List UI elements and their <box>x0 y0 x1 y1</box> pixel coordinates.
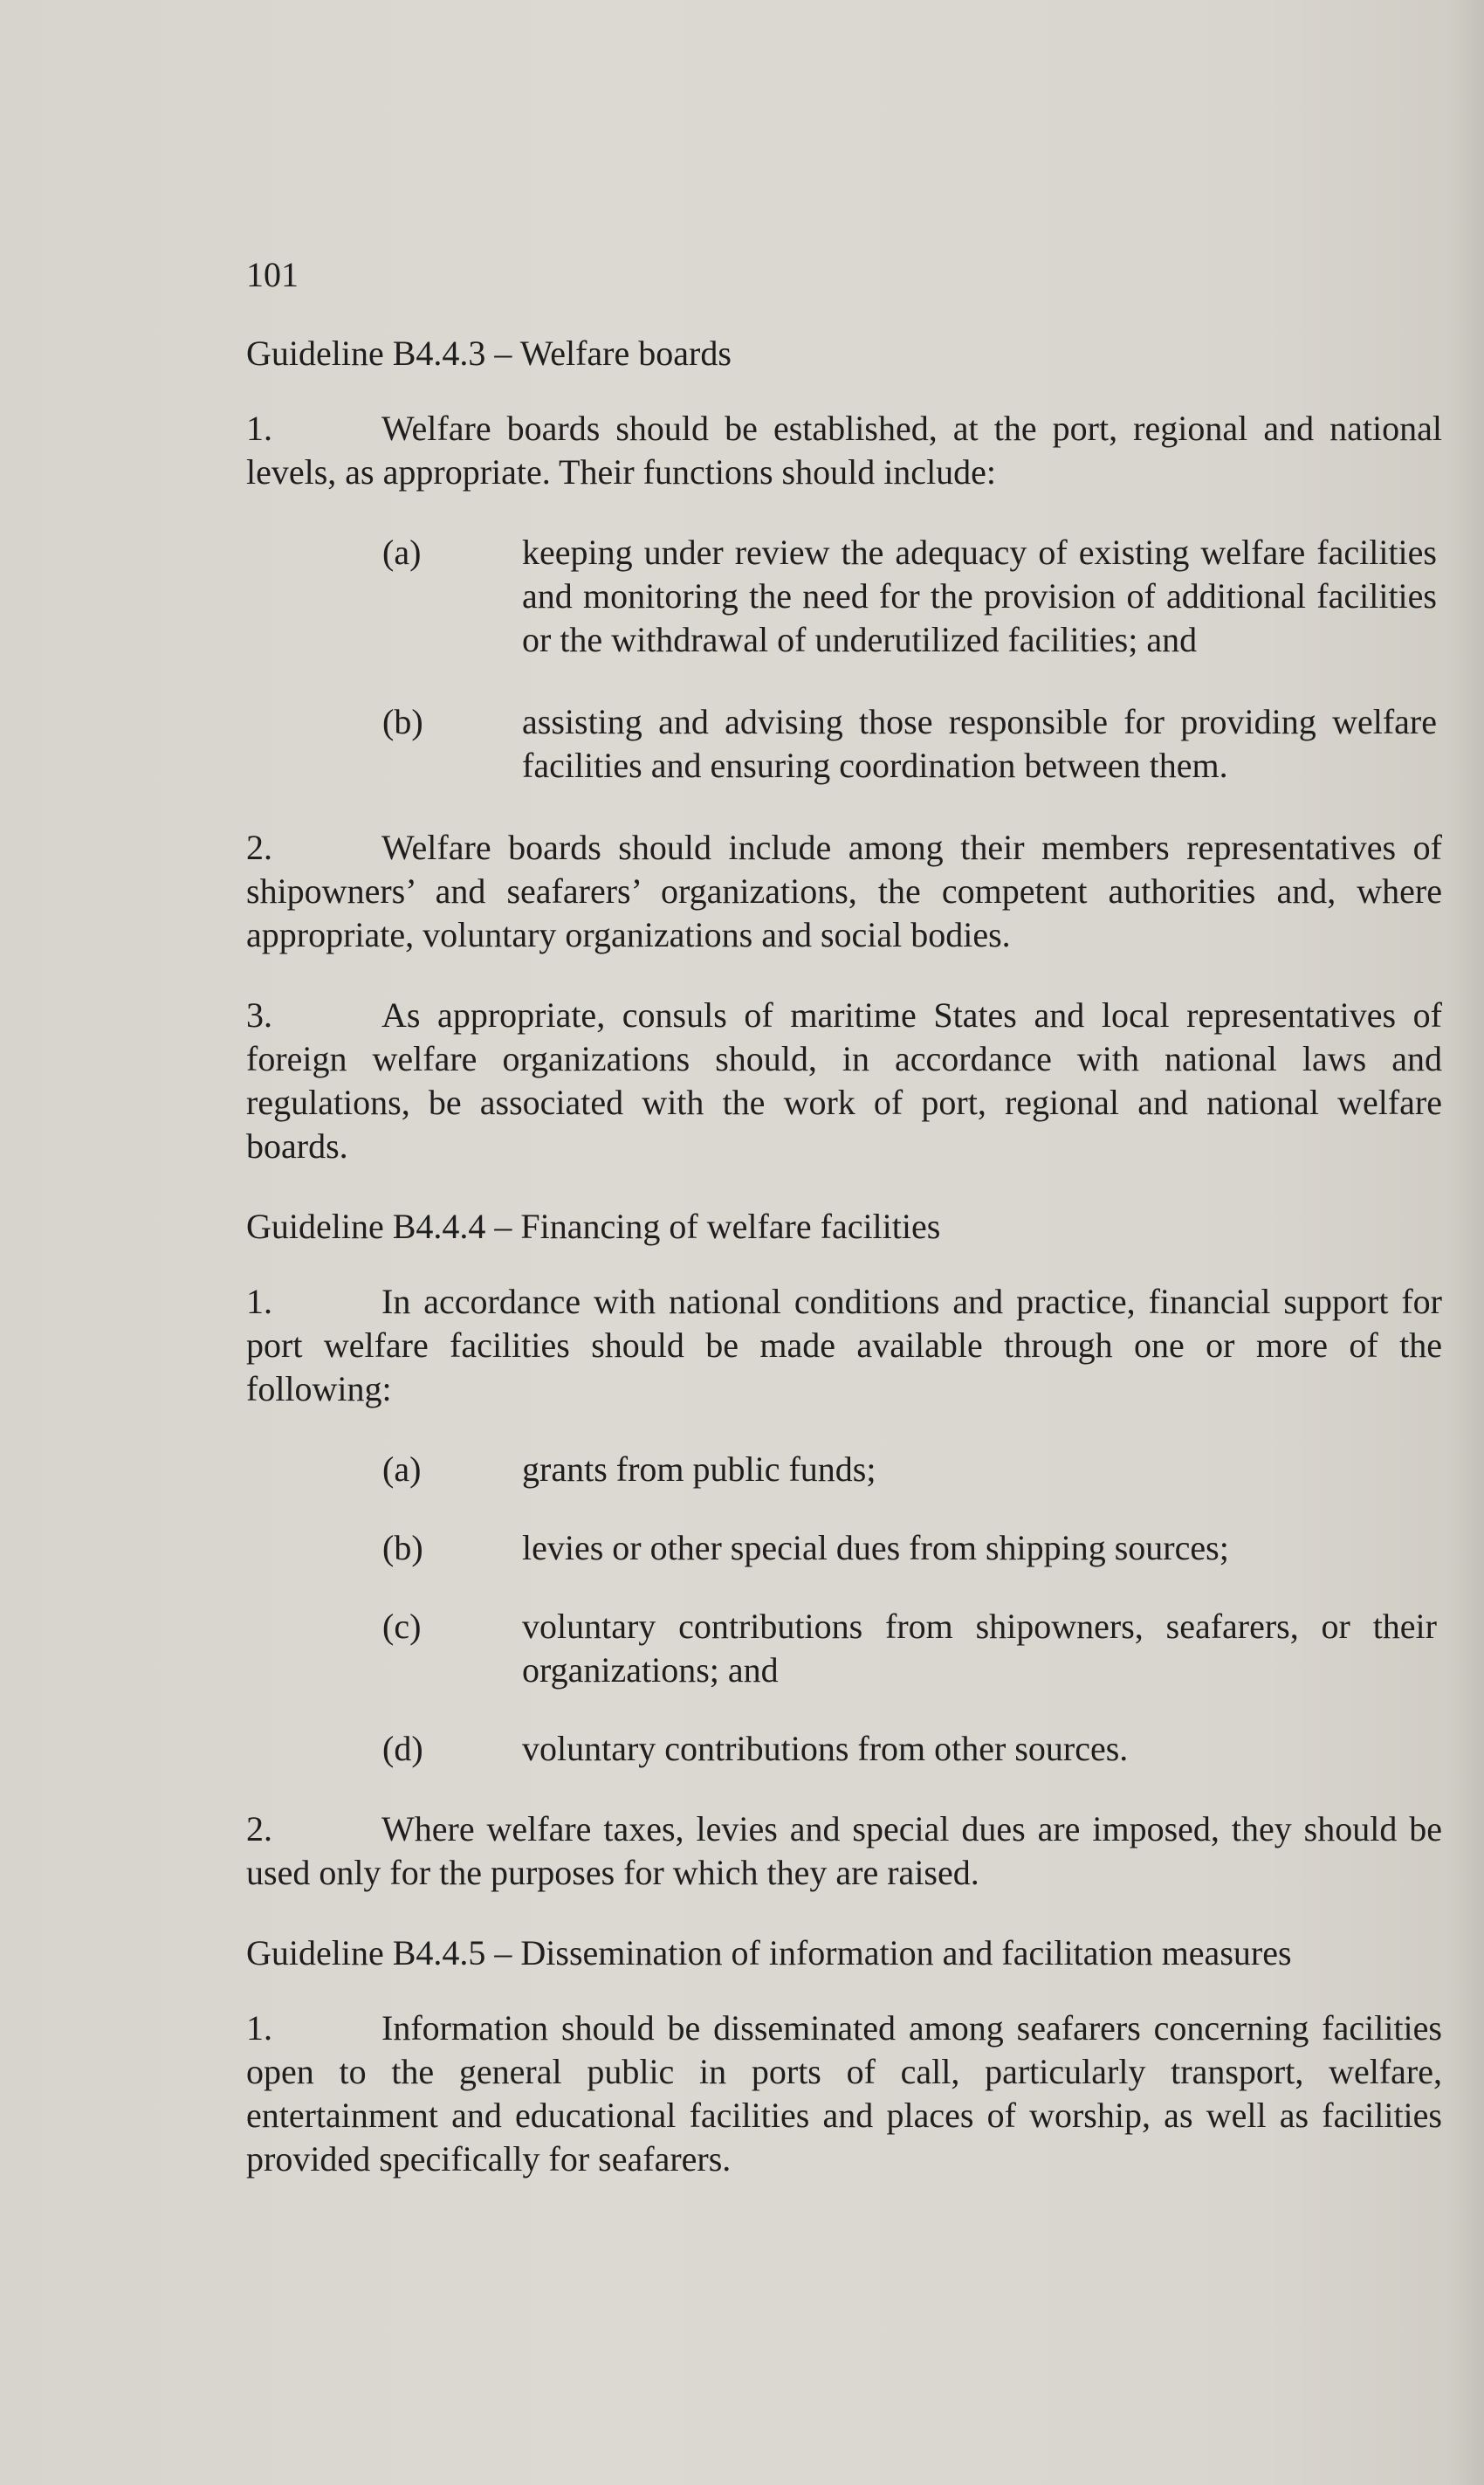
paragraph-number: 1. <box>246 409 272 448</box>
list-item-label: (a) <box>382 533 422 572</box>
list-item-label: (c) <box>382 1607 422 1646</box>
paragraph-text: Welfare boards should be established, at the port, regional and national levels, as appropriate. Their functions should include: <box>246 409 1442 492</box>
list-item-label: (a) <box>382 1449 422 1489</box>
list-item-text: assisting and advising those responsible for providing welfare facilities and ensuring coordination between them. <box>522 702 1437 785</box>
list-item-text: voluntary contributions from other sources. <box>522 1729 1129 1768</box>
paragraph-number: 2. <box>246 1809 272 1848</box>
paragraph-text: In accordance with national conditions and practice, financial support for port welfare facilities should be made available through one or more of the following: <box>246 1282 1442 1408</box>
paragraph <box>246 994 1442 1168</box>
list-item <box>246 700 1442 788</box>
paragraph <box>246 407 1442 494</box>
paragraph-text: Welfare boards should include among their members representatives of shipowners’ and seafarers’ organizations, the competent authorities and, where appropriate, voluntary organizations and social bodies. <box>246 828 1442 954</box>
list-item <box>246 1448 1442 1491</box>
section-heading-b4-4-4: Guideline B4.4.4 – Financing of welfare facilities <box>246 1207 941 1246</box>
list-item-text: grants from public funds; <box>522 1449 876 1489</box>
paragraph-number: 1. <box>246 1282 272 1321</box>
list-item-label: (b) <box>382 1528 423 1567</box>
paragraph <box>246 1807 1442 1895</box>
list-item <box>246 531 1442 662</box>
page-number: 101 <box>246 255 299 294</box>
list-item <box>246 1727 1442 1771</box>
sub-item-list <box>246 531 1442 788</box>
paragraph-number: 3. <box>246 995 272 1035</box>
list-item <box>246 1526 1442 1570</box>
paragraph <box>246 1280 1442 1411</box>
paragraph-number: 1. <box>246 2008 272 2048</box>
paragraph <box>246 826 1442 957</box>
paragraph <box>246 2007 1442 2181</box>
section-heading-b4-4-3: Guideline B4.4.3 – Welfare boards <box>246 334 732 373</box>
paragraph-number: 2. <box>246 828 272 867</box>
page-content <box>246 253 1442 2218</box>
list-item-text: voluntary contributions from shipowners, seafarers, or their organizations; and <box>522 1607 1437 1690</box>
list-item-label: (d) <box>382 1729 423 1768</box>
sub-item-list <box>246 1448 1442 1771</box>
paragraph-text: Where welfare taxes, levies and special dues are imposed, they should be used only for the purposes for which they are raised. <box>246 1809 1442 1892</box>
list-item <box>246 1605 1442 1692</box>
section-heading-b4-4-5: Guideline B4.4.5 – Dissemination of information and facilitation measures <box>246 1933 1292 1972</box>
list-item-text: levies or other special dues from shipping sources; <box>522 1528 1229 1567</box>
list-item-text: keeping under review the adequacy of existing welfare facilities and monitoring the need for the provision of additional facilities or the withdrawal of underutilized facilities; and <box>522 533 1437 659</box>
list-item-label: (b) <box>382 702 423 741</box>
paragraph-text: Information should be disseminated among seafarers concerning facilities open to the general public in ports of call, particularly transport, welfare, entertainment and educational facilities and places of worship, as well as facilities provided specifically for seafarers. <box>246 2008 1442 2179</box>
page-edge-shadow <box>1449 0 1484 2485</box>
paragraph-text: As appropriate, consuls of maritime States and local representatives of foreign welfare organizations should, in accordance with national laws and regulations, be associated with the work of port, regional and national welfare boards. <box>246 995 1442 1166</box>
